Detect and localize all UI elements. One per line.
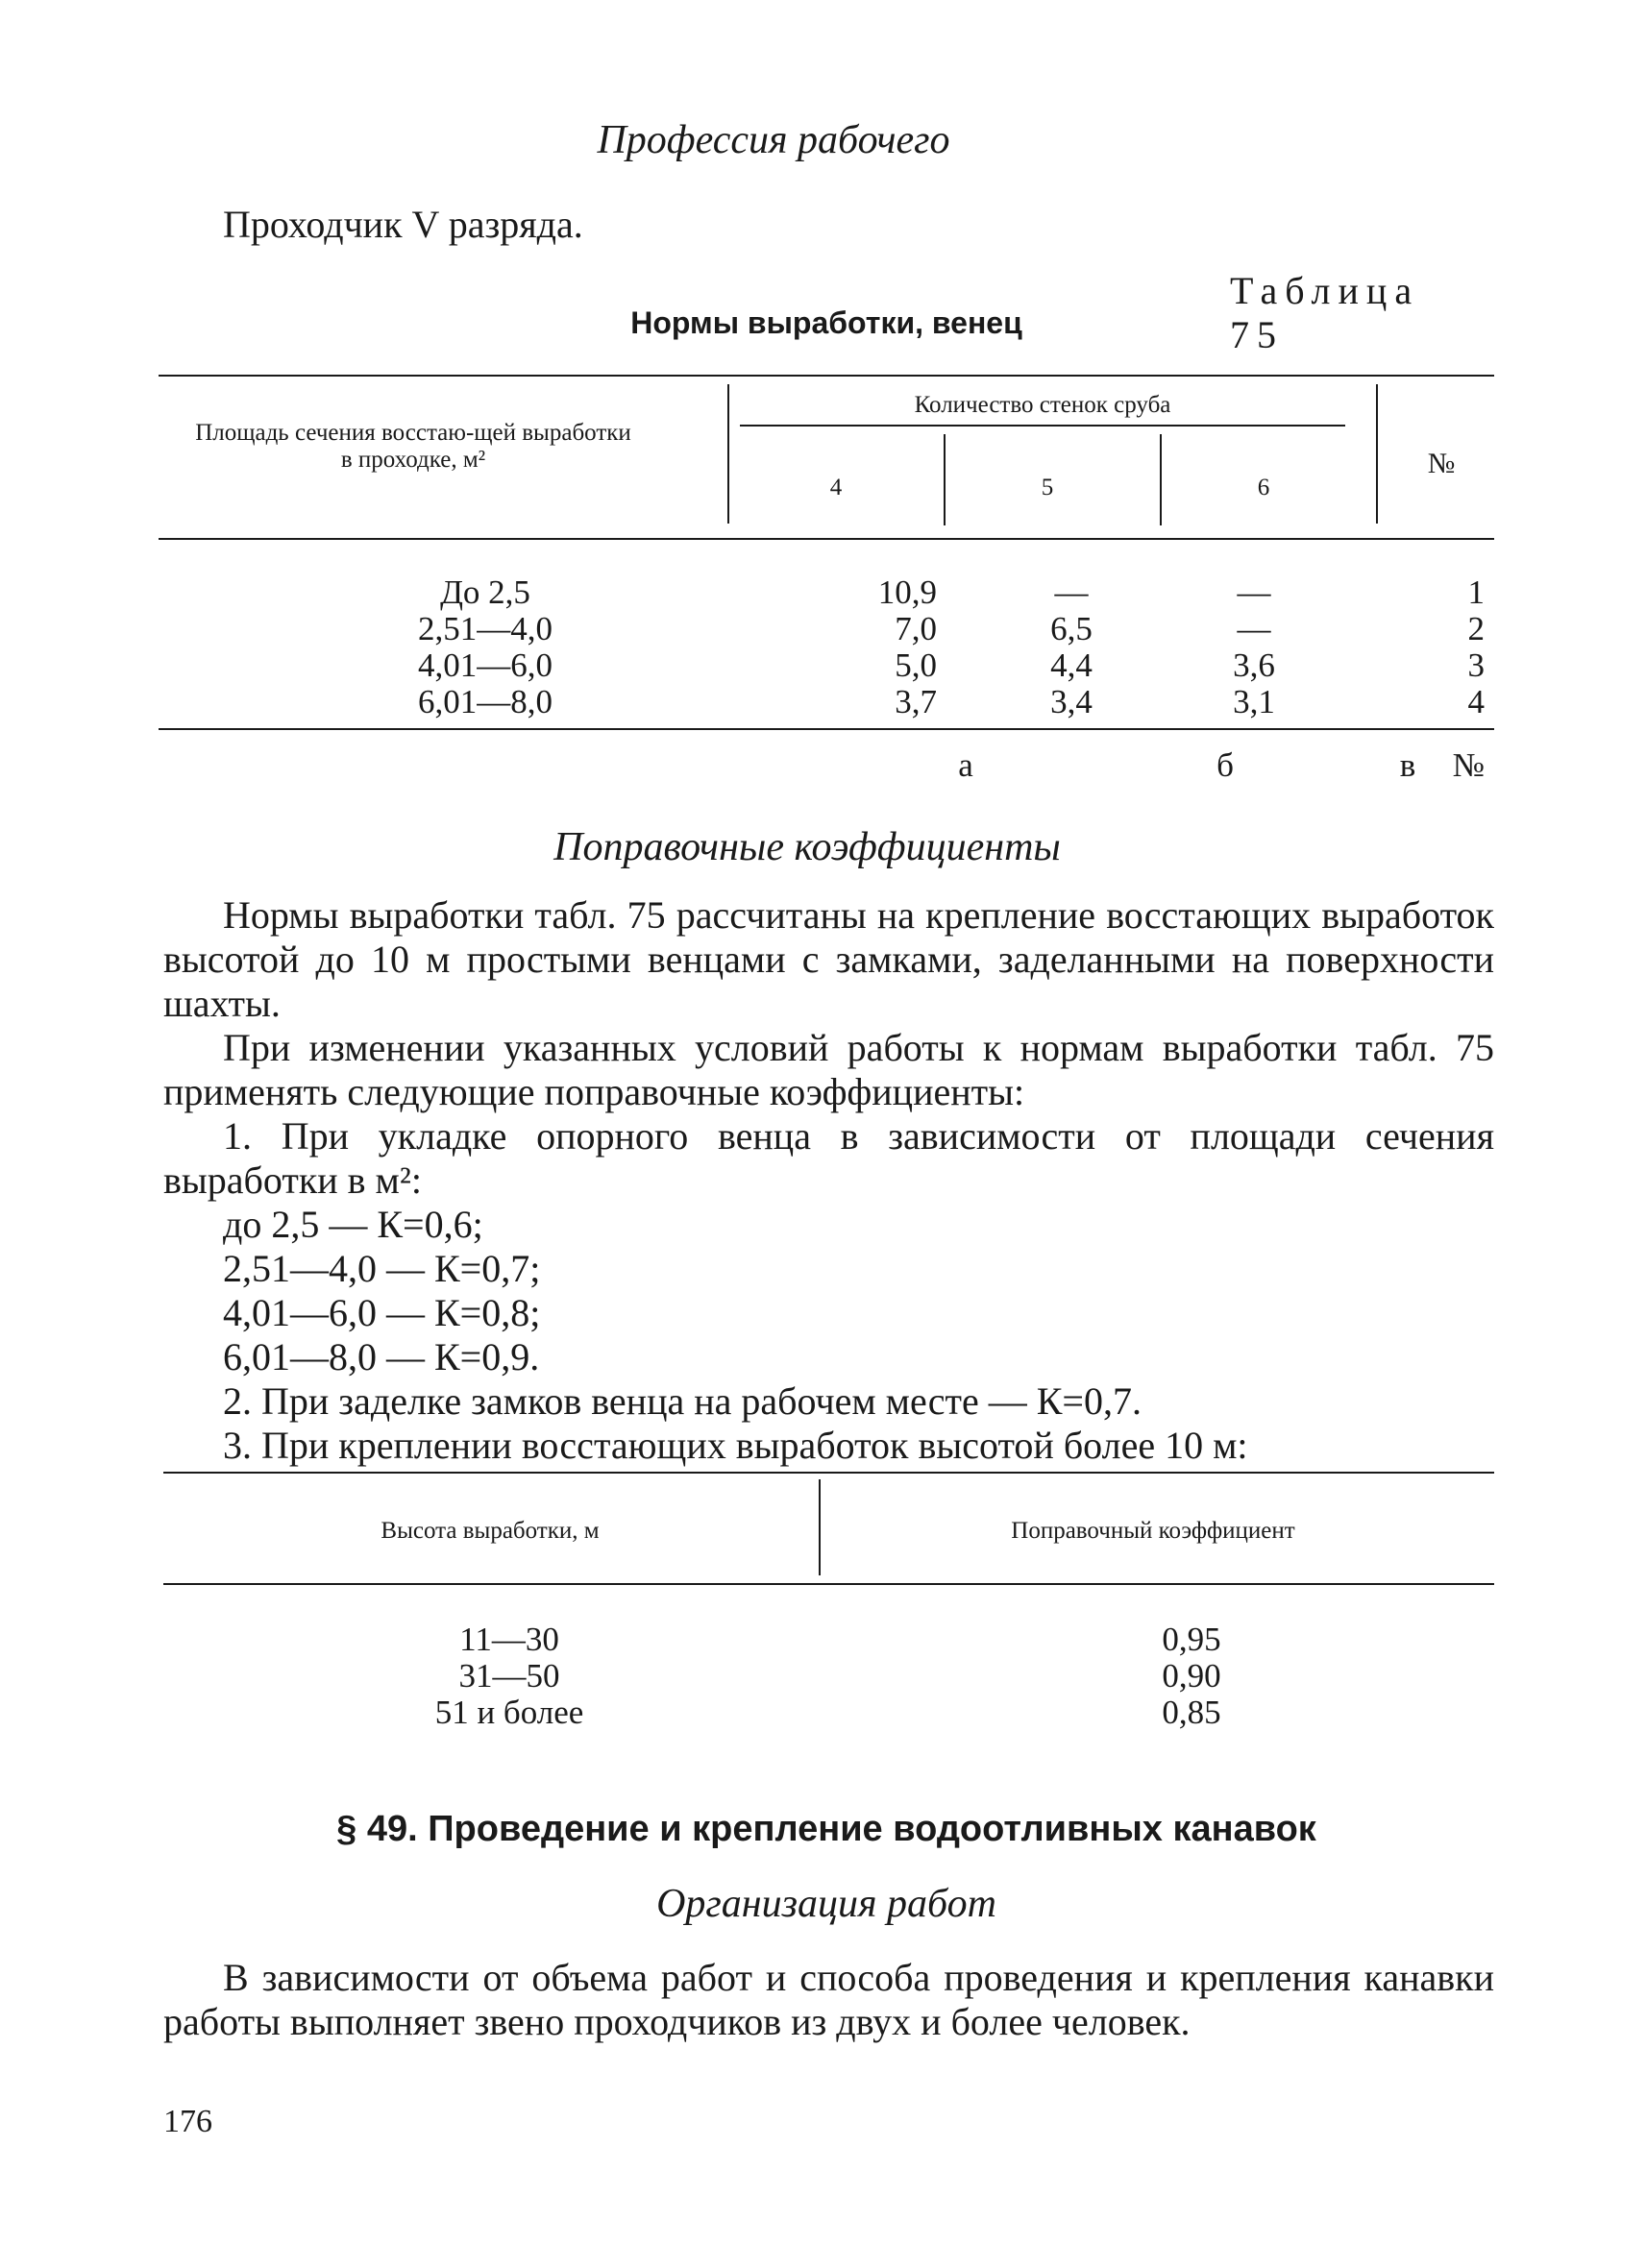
height-table-body (163, 1622, 1494, 1737)
paragraph-conditions: При изменении указанных условий работы к нормам выработки табл. 75 применять следующие поправочные коэффициенты: (163, 1026, 1494, 1113)
height-table-divider (819, 1479, 821, 1575)
height-header: Высота выработки, м (381, 1518, 600, 1544)
coef-line: 4,01—6,0 — К=0,8; (223, 1291, 541, 1334)
profession-heading: Профессия рабочего (597, 118, 950, 162)
section-49-heading: § 49. Проведение и крепление водоотливных канавок (336, 1809, 1316, 1849)
table75-divider (944, 434, 946, 525)
table-row: 11—30 0,95 (459, 1621, 1221, 1658)
table-row: 51 и более 0,85 (434, 1694, 1221, 1731)
header-area: Площадь сечения восстаю-щей выработки в проходке, м² (195, 420, 631, 473)
item-3: 3. При креплении восстающих выработок высотой более 10 м: (223, 1424, 1248, 1467)
height-table-top-rule (163, 1472, 1494, 1474)
table-row: 4,01—6,0 5,0 4,4 3,6 3 (418, 646, 1485, 684)
table75-body (159, 574, 1494, 723)
header-wall-count: Количество стенок сруба (914, 392, 1171, 418)
col-header-no: № (1427, 448, 1456, 479)
item-2: 2. При заделке замков венца на рабочем месте — К=0,7. (223, 1379, 1142, 1423)
table75-divider (1160, 434, 1162, 525)
table75-group-rule (740, 425, 1345, 427)
table75-header-rule (159, 538, 1494, 540)
col-header-4: 4 (829, 475, 843, 500)
table-row: 31—50 0,90 (458, 1657, 1221, 1695)
coef-line: до 2,5 — К=0,6; (223, 1203, 483, 1246)
table-row: 6,01—8,0 3,7 3,4 3,1 4 (418, 683, 1485, 720)
height-table-header-rule (163, 1583, 1494, 1585)
col-header-5: 5 (1041, 475, 1054, 500)
table75-divider (1376, 384, 1378, 524)
table-row: До 2,5 10,9 — — 1 (440, 573, 1485, 611)
table75-footer: а б в № (958, 746, 1485, 784)
table75-top-rule (159, 375, 1494, 377)
coef-header: Поправочный коэффициент (1011, 1518, 1295, 1544)
organization-text: В зависимости от объема работ и способа проведения и крепления канавки работы выполняет звено проходчиков из двух и более человек. (163, 1956, 1494, 2043)
item-1: 1. При укладке опорного венца в зависимости от площади сечения выработки в м²: (163, 1114, 1494, 1202)
table-number: 75 (1230, 313, 1284, 356)
table-row: 2,51—4,0 7,0 6,5 — 2 (418, 610, 1485, 647)
coefficients-heading: Поправочные коэффициенты (553, 825, 1061, 869)
page-number: 176 (163, 2104, 212, 2139)
table-label: Таблица 75 (1230, 269, 1420, 356)
coef-line: 2,51—4,0 — К=0,7; (223, 1247, 541, 1290)
table75-bottom-rule (159, 728, 1494, 730)
worker-grade: Проходчик V разряда. (223, 203, 583, 246)
coef-line: 6,01—8,0 — К=0,9. (223, 1335, 540, 1378)
table-title: Нормы выработки, венец (630, 305, 1022, 340)
organization-heading: Организация работ (656, 1882, 996, 1926)
paragraph-norms: Нормы выработки табл. 75 рассчитаны на крепление восстающих выработок высотой до 10 м простыми венцами с замками, заделанными на поверхности шахты. (163, 893, 1494, 1025)
col-header-6: 6 (1257, 475, 1270, 500)
table75-divider (727, 384, 729, 524)
